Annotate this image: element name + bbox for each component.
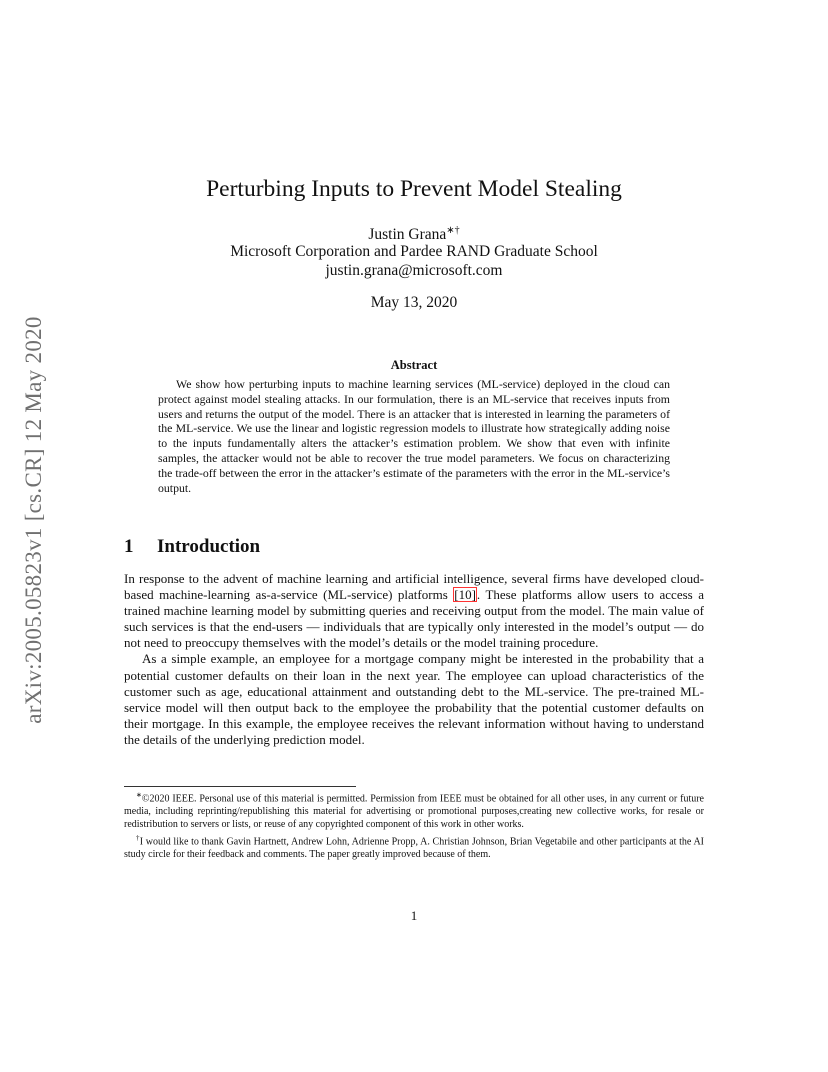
intro-paragraph-2: As a simple example, an employee for a mortgage company might be interested in the probability that a potential customer defaults on their loan in the next year. The employee can upload characteristics of the customer such as age, educational attainment and outstanding debt to the ML-service. The pre-trained ML-service model will then output back to the employee the probability that the potential customer defaults on their mortgage. In this example, the employee receives the relevant information without having to understand the details of the underlying prediction model. <box>124 651 704 747</box>
section-heading <box>124 536 260 558</box>
intro-paragraph-1 <box>124 571 704 651</box>
intro-paragraph-1-end: . These platforms allow users to access a trained machine learning model by submitting queries and receiving output from the model. The main value of such services is that the end-users — individuals that are typically only interested in the model’s output — do not need to preoccupy themselves with the model’s details or the model training procedure. <box>124 587 704 651</box>
footnote-2 <box>124 832 704 862</box>
page-number: 1 <box>410 908 418 923</box>
footnote-1-text: ©2020 IEEE. Personal use of this material is permitted. Permission from IEEE must be obtained for all other uses, in any current or future media, including reprinting/republishing this material for advertising or promotional purposes,creating new collective works, for resale or redistribution to servers or lists, or reuse of any copyrighted component of this work in other works. <box>124 793 704 831</box>
author-name: Justin Grana <box>368 226 447 244</box>
paper-date: May 13, 2020 <box>370 294 458 311</box>
abstract-heading: Abstract <box>390 358 438 372</box>
paper-title: Perturbing Inputs to Prevent Model Stealing <box>206 176 622 202</box>
footnote-divider <box>124 786 356 787</box>
footnote-2-text: I would like to thank Gavin Hartnett, Andrew Lohn, Adrienne Propp, A. Christian Johnson, Brian Vegetabile and other participants at the AI study circle for their feedback and comments. The paper greatly improved because of them. <box>124 836 705 861</box>
introduction-body <box>124 571 704 748</box>
author-line <box>0 225 828 244</box>
footnote-2-mark: † <box>136 834 140 843</box>
footnote-1 <box>124 789 704 832</box>
author-affiliation: Microsoft Corporation and Pardee RAND Graduate School <box>230 243 598 260</box>
section-title: Introduction <box>157 536 261 557</box>
author-email: justin.grana@microsoft.com <box>325 262 503 279</box>
footnotes <box>124 789 704 862</box>
author-footnote-marks: ∗† <box>446 225 460 236</box>
footnote-1-mark: ∗ <box>136 791 142 799</box>
arxiv-identifier: arXiv:2005.05823v1 [cs.CR] 12 May 2020 <box>21 316 46 724</box>
citation-link[interactable]: [10] <box>454 587 476 603</box>
section-number: 1 <box>124 536 134 557</box>
abstract-text: We show how perturbing inputs to machine learning services (ML-service) deployed in the cloud can protect against model stealing attacks. In our formulation, there is an ML-service that receives inputs from users and returns the output of the model. There is an attacker that is interested in learning the parameters of the ML-service. We use the linear and logistic regression models to illustrate how strategically adding noise to the inputs fundamentally alters the attacker’s estimation problem. We show that even with infinite samples, the attacker would not be able to recover the true model parameters. We focus on characterizing the trade-off between the error in the attacker’s estimate of the parameters with the error in the ML-service’s output. <box>158 377 670 495</box>
intro-paragraph-1-start: In response to the advent of machine learning and artificial intelligence, several firms have developed cloud-based machine-learning as-a-service (ML-service) platforms <box>124 571 704 603</box>
